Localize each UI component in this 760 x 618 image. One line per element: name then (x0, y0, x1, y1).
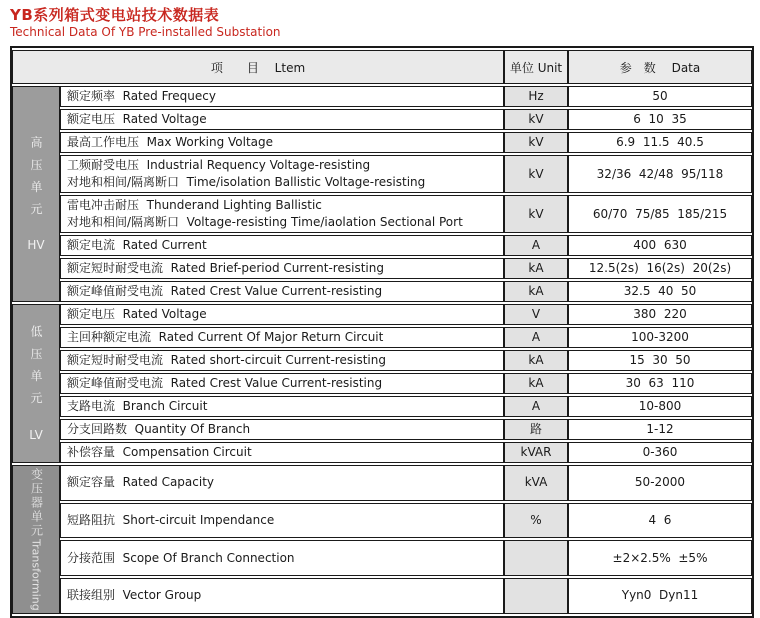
item-line: 主回种额定电流 Rated Current Of Major Return Circuit (67, 330, 384, 344)
table-row (12, 109, 752, 130)
item-cell (60, 442, 504, 463)
item-line: 分支回路数 Quantity Of Branch (67, 422, 251, 436)
unit-cell: % (504, 503, 568, 539)
table-row (12, 327, 752, 348)
data-cell: 100-3200 (568, 327, 752, 348)
data-cell: 400 630 (568, 235, 752, 256)
item-cell (60, 235, 504, 256)
item-cell (60, 503, 504, 539)
unit-cell (504, 578, 568, 614)
item-cell (60, 465, 504, 501)
table-row (12, 503, 752, 539)
item-line: 额定电压 Rated Voltage (67, 307, 207, 321)
item-line: 额定峰值耐受电流 Rated Crest Value Current-resisting (67, 284, 383, 298)
data-cell: 12.5(2s) 16(2s) 20(2s) (568, 258, 752, 279)
item-line: 补偿容量 Compensation Circuit (67, 445, 252, 459)
item-cell (60, 419, 504, 440)
item-line: 工频耐受电压 Industrial Requency Voltage-resisting (67, 158, 371, 172)
data-cell: 50-2000 (568, 465, 752, 501)
item-cell (60, 155, 504, 193)
data-cell: 380 220 (568, 304, 752, 325)
page-subtitle: Technical Data Of YB Pre-installed Substation (10, 25, 281, 39)
data-cell: 32.5 40 50 (568, 281, 752, 302)
unit-cell: V (504, 304, 568, 325)
table-row (12, 235, 752, 256)
table-row (12, 465, 752, 501)
item-line: 短路阻抗 Short-circuit Impendance (67, 513, 275, 527)
item-cell (60, 578, 504, 614)
item-cell (60, 327, 504, 348)
header-item: 项 目 Ltem (12, 50, 504, 84)
data-cell: 6 10 35 (568, 109, 752, 130)
section-label-hv (12, 86, 60, 302)
unit-cell: A (504, 396, 568, 417)
item-line: 额定容量 Rated Capacity (67, 475, 215, 490)
unit-cell (504, 540, 568, 576)
item-cell (60, 258, 504, 279)
unit-cell: kV (504, 132, 568, 153)
table-row (12, 132, 752, 153)
data-cell: 4 6 (568, 503, 752, 539)
section-label-inner (13, 325, 59, 442)
item-line: 额定电流 Rated Current (67, 238, 207, 252)
table-header-row (12, 50, 752, 84)
item-line: 额定短时耐受电流 Rated short-circuit Current-resisting (67, 353, 386, 367)
unit-cell: kV (504, 109, 568, 130)
header-unit: 单位 Unit (504, 50, 568, 84)
unit-cell: 路 (504, 419, 568, 440)
item-line: 额定峰值耐受电流 Rated Crest Value Current-resisting (67, 376, 383, 390)
data-cell: 30 63 110 (568, 373, 752, 394)
table-row (12, 281, 752, 302)
unit-cell: A (504, 327, 568, 348)
item-cell (60, 281, 504, 302)
item-line: 对地和相间/隔离断口 Time/isolation Ballistic Voltage-resisting (67, 175, 426, 189)
section-label-inner (13, 136, 59, 253)
table-row (12, 258, 752, 279)
item-line: 雷电冲击耐压 Thunderand Lighting Ballistic (67, 198, 322, 212)
table-row (12, 442, 752, 463)
data-cell: 0-360 (568, 442, 752, 463)
item-line: 额定频率 Rated Frequecy (67, 89, 216, 103)
section-label-cn: 变压器单元 (29, 468, 44, 538)
item-line: 对地和相间/隔离断口 Voltage-resisting Time/iaolation Sectional Port (67, 215, 463, 229)
unit-cell: kA (504, 258, 568, 279)
item-line: 额定电压 Rated Voltage (67, 112, 207, 126)
section-label-cn: 低压单元 (29, 325, 43, 414)
page-title: YB系列箱式变电站技术数据表 (10, 6, 220, 24)
item-cell (60, 350, 504, 371)
data-cell: 15 30 50 (568, 350, 752, 371)
table-row (12, 540, 752, 576)
unit-cell: A (504, 235, 568, 256)
item-cell (60, 132, 504, 153)
table-row (12, 578, 752, 614)
data-cell: 1-12 (568, 419, 752, 440)
item-cell (60, 373, 504, 394)
unit-cell: kV (504, 195, 568, 233)
item-cell (60, 540, 504, 576)
data-cell: ±2×2.5% ±5% (568, 540, 752, 576)
item-line: 最高工作电压 Max Working Voltage (67, 135, 274, 149)
header-data: 参 数 Data (568, 50, 752, 84)
data-cell: 32/36 42/48 95/118 (568, 155, 752, 193)
section-label-en: Transforming (29, 539, 43, 611)
item-cell (60, 304, 504, 325)
table-row (12, 86, 752, 107)
data-cell: 60/70 75/85 185/215 (568, 195, 752, 233)
data-cell: 10-800 (568, 396, 752, 417)
item-line: 支路电流 Branch Circuit (67, 399, 208, 413)
table-row (12, 304, 752, 325)
data-cell: 6.9 11.5 40.5 (568, 132, 752, 153)
table-body (12, 86, 752, 614)
item-line: 分接范围 Scope Of Branch Connection (67, 550, 295, 565)
unit-cell: kVA (504, 465, 568, 501)
unit-cell: kV (504, 155, 568, 193)
data-cell: Yyn0 Dyn11 (568, 578, 752, 614)
unit-cell: kA (504, 373, 568, 394)
section-label-lv (12, 304, 60, 463)
table-row (12, 195, 752, 233)
section-label-cn: 高压单元 (29, 135, 43, 225)
technical-data-table (10, 46, 754, 618)
table-row (12, 373, 752, 394)
section-label-en: HV (27, 238, 45, 253)
unit-cell: kA (504, 281, 568, 302)
item-cell (60, 396, 504, 417)
item-cell (60, 195, 504, 233)
item-line: 额定短时耐受电流 Rated Brief-period Current-resisting (67, 261, 384, 275)
item-cell (60, 109, 504, 130)
data-cell: 50 (568, 86, 752, 107)
unit-cell: Hz (504, 86, 568, 107)
table-row (12, 396, 752, 417)
section-label-inner (13, 468, 59, 611)
item-line: 联接组别 Vector Group (67, 588, 202, 603)
section-label-en: LV (29, 427, 43, 442)
table-row (12, 350, 752, 371)
table-row (12, 419, 752, 440)
unit-cell: kA (504, 350, 568, 371)
section-label-transformer (12, 465, 60, 614)
table-row (12, 155, 752, 193)
item-cell (60, 86, 504, 107)
unit-cell: kVAR (504, 442, 568, 463)
